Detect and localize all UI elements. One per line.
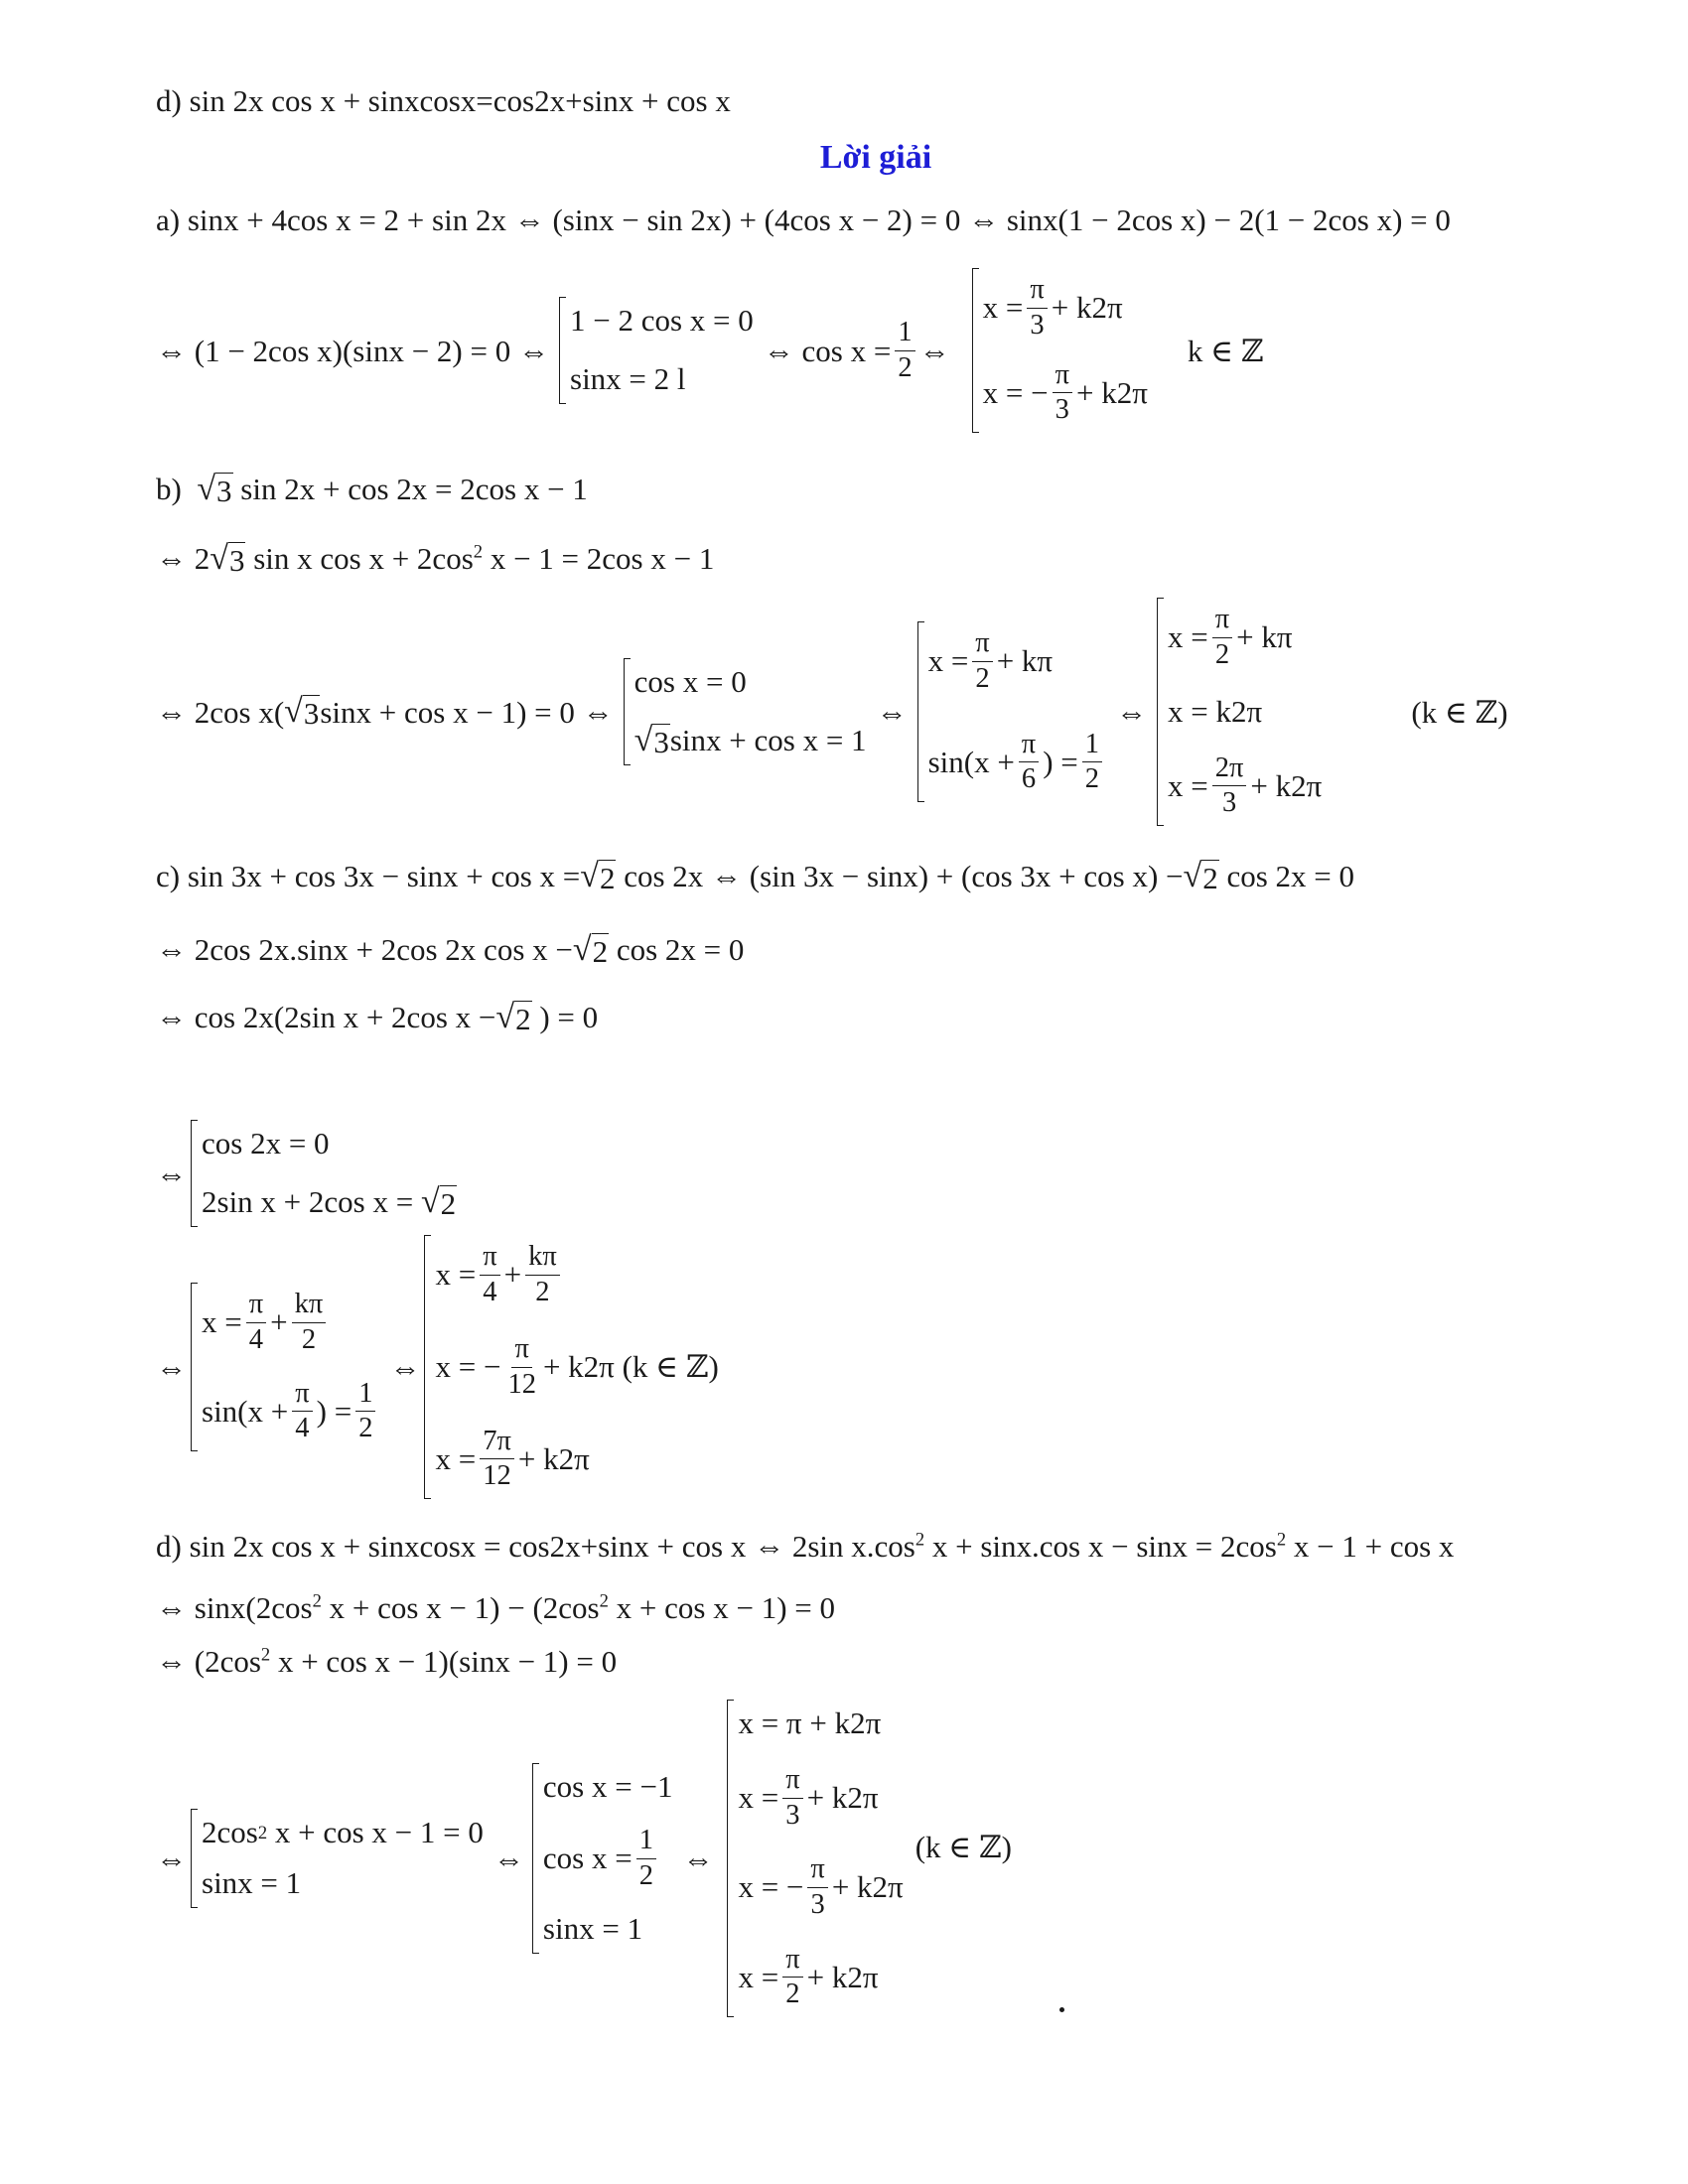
part-b-line-1: b) √ 3 sin 2x + cos 2x = 2cos x − 1 — [156, 471, 588, 508]
part-a-solution-system — [972, 268, 1148, 433]
part-d-system-1: 2cos 2 x + cos x − 1 = 0 sinx = 1 — [191, 1809, 484, 1908]
part-a-system-1 — [559, 297, 754, 404]
part-b-line-2: ⇔ 2 √ 3 sin x $\cos x + 2\cos^2$ x − 1 = 2cos x − 1 — [156, 540, 715, 578]
part-a-k: k ∈ ℤ — [1187, 333, 1264, 368]
part-c-system-a: cos 2x = 0 2sin x + 2cos x = √ 2 — [191, 1120, 457, 1227]
part-a-mid-arrow: ⇔ — [918, 333, 950, 368]
part-b-line-3: ⇔ 2cos x( √ 3 sinx + cos x − 1) = 0 ⇔ cos x = 0 √ 3 sinx + cos x = 1 ⇔ x = $\frac{\pi}{2}$ + kπ sin(x + $\frac{\pi}{6}$ ) = $\frac{1}{2}$ ⇔ x = $\frac{\pi}{2}$ + kπ x = k2π x = $\frac{2\pi}{3}$ + k2π (k ∈ ℤ) — [156, 604, 1508, 820]
part-b-solution-system: x = $\frac{\pi}{2}$ + kπ x = k2π x = $\frac{2\pi}{3}$ + k2π — [1157, 598, 1322, 826]
part-a-sys1-eq2: sinx = 2 l — [570, 361, 686, 397]
part-a-mid-fraction: $\frac{1}{2}$ — [895, 319, 914, 382]
part-b-system-1: cos x = 0 √ 3 sinx + cos x = 1 — [624, 658, 867, 765]
part-b-system-2: x = $\frac{\pi}{2}$ + kπ sin(x + $\frac{\pi}{6}$ ) = $\frac{1}{2}$ — [917, 621, 1106, 802]
part-d-k: (k ∈ ℤ) — [914, 1829, 1012, 1864]
part-a-mid: ⇔ cos x = — [763, 333, 892, 368]
part-d-systems-row: ⇔ 2cos 2 x + cos x − 1 = 0 sinx = 1 ⇔ cos x = −1 cos x = $\frac{1}{2}$ sinx = 1 ⇔ x = π + k2π x = $\frac{\pi}{3}$ + k2π x = − $\frac{\pi}{3}$ + k2π x = $\frac{\pi}{2}$ + k2π (k ∈ ℤ) — [156, 1700, 1012, 2017]
trailing-dot — [1059, 2007, 1064, 2012]
part-a-lead: ⇔ (1 − 2cos x)(sinx − 2) = 0 ⇔ — [156, 333, 549, 368]
part-c-system-b: x = $\frac{\pi}{4}$ + $\frac{k\pi}{2}$ sin(x + $\frac{\pi}{4}$ ) = $\frac{1}{2}$ — [191, 1283, 379, 1451]
part-c-solution-system: x = $\frac{\pi}{4}$ + $\frac{k\pi}{2}$ x = − $\frac{\pi}{12}$ + k2π (k ∈ ℤ) x = $\frac{7\pi}{12}$ + k2π — [424, 1235, 718, 1499]
part-c-system-a-row: ⇔ cos 2x = 0 2sin x + 2cos x = √ 2 — [156, 1118, 467, 1229]
part-a-line-1: a) sinx + 4cos x = 2 + sin 2x ⇔ (sinx − sin 2x) + (4cos x − 2) = 0 ⇔ sinx(1 − 2cos x) − 2(1 − 2cos x) = 0 — [156, 203, 1451, 237]
part-a-sys1-eq1: 1 − 2 cos x = 0 — [570, 303, 754, 338]
part-c-line-3: ⇔ cos 2x(2sin x + 2cos x − √ 2 ) = 0 — [156, 999, 599, 1036]
part-b-k: (k ∈ ℤ) — [1411, 694, 1508, 730]
part-d-solution-system: x = π + k2π x = $\frac{\pi}{3}$ + k2π x = − $\frac{\pi}{3}$ + k2π x = $\frac{\pi}{2}$ + k2π — [727, 1700, 903, 2017]
problem-d-statement: d) sin 2x cos x + sinxcosx=cos2x+sinx + cos x — [156, 83, 731, 118]
part-d-line-2: ⇔ $\sin x(2\cos^2$ $x + \cos x - 1) - (2\cos^2$ x + cos x − 1) = 0 — [156, 1590, 836, 1625]
solution-heading: Lời giải — [819, 139, 932, 176]
part-c-line-2: ⇔ 2cos 2x.sinx + 2cos 2x cos x − √ 2 cos 2x = 0 — [156, 931, 745, 969]
part-c-system-bc-row: ⇔ x = $\frac{\pi}{4}$ + $\frac{k\pi}{2}$ sin(x + $\frac{\pi}{4}$ ) = $\frac{1}{2}$ ⇔ x = $\frac{\pi}{4}$ + $\frac{k\pi}{2}$ x = − $\frac{\pi}{12}$ + k2π (k ∈ ℤ) x = $\frac{7\pi}{12}$ + k2π — [156, 1237, 729, 1497]
part-a-sol-1: x = $\frac{\pi}{3}$ + k2π — [982, 274, 1123, 341]
part-c-line-1: c) sin 3x + cos 3x − sinx + cos x = √ 2 cos 2x ⇔ (sin 3x − sinx) + (cos 3x + cos x) − √ 2 cos 2x = 0 — [156, 858, 1355, 895]
part-d-line-1: d) sin 2x cos x + sinxcosx = cos2x+sinx + cos x ⇔ 2sin $x.\cos^2$ x + sinx.cos $x - \sin x = 2\cos^2$ x − 1 + cos x — [156, 1529, 1455, 1564]
part-a-sol-2: x = − $\frac{\pi}{3}$ + k2π — [982, 358, 1148, 426]
part-d-line-3: ⇔ ($2\cos^2$ x + cos x − 1)(sinx − 1) = 0 — [156, 1644, 618, 1679]
part-a-line-2 — [156, 266, 1263, 435]
part-d-system-2: cos x = −1 cos x = $\frac{1}{2}$ sinx = 1 — [532, 1763, 673, 1954]
